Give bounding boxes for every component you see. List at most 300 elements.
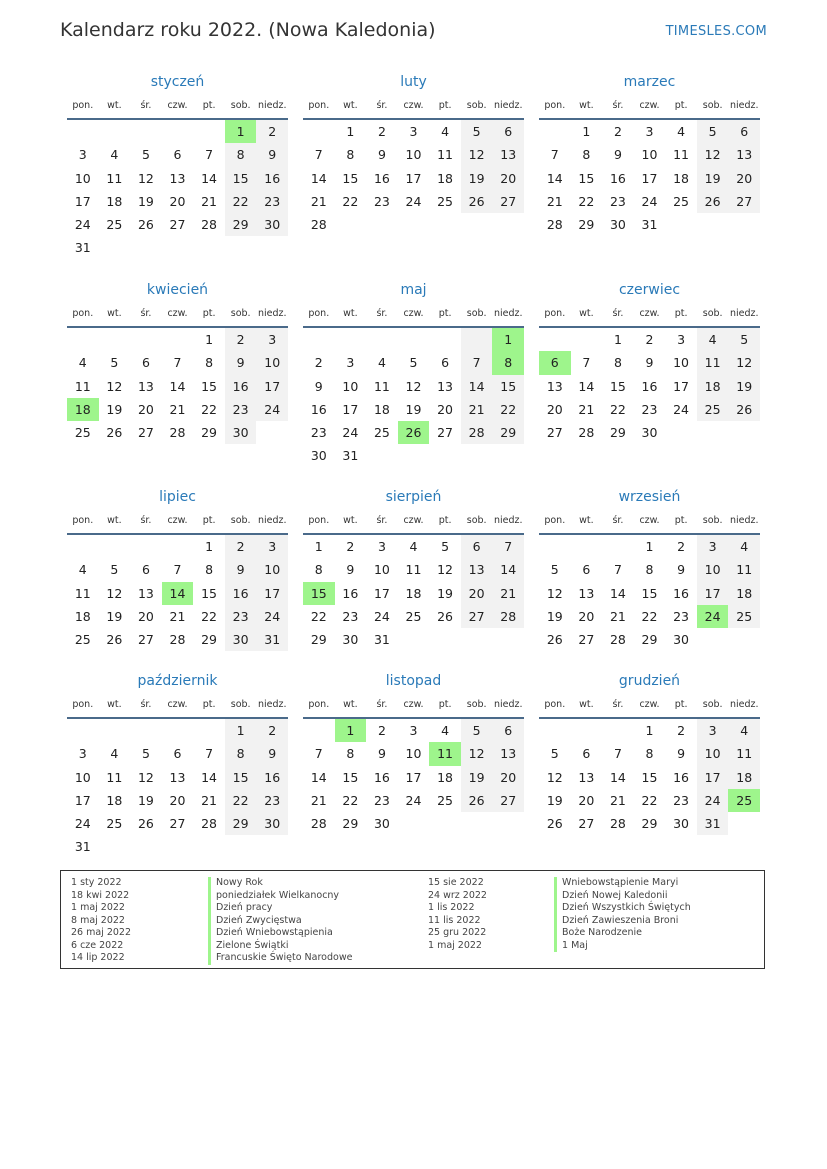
day-cell[interactable]: 27 [461,605,493,628]
day-cell[interactable]: 19 [137,193,154,209]
day-cell[interactable]: 27 [169,816,186,832]
day-cell[interactable]: 14 [201,769,218,785]
day-cell[interactable]: 29 [609,425,626,441]
day-cell[interactable]: 15 [201,378,218,394]
day-cell[interactable]: 12 [546,769,563,785]
day-cell[interactable]: 4 [728,535,760,558]
day-cell[interactable]: 20 [137,401,154,417]
day-cell[interactable]: 12 [697,143,729,166]
day-cell[interactable]: 4 [78,355,87,371]
day-cell[interactable]: 11 [74,585,91,601]
day-cell[interactable]: 31 [74,839,91,855]
day-cell[interactable]: 10 [256,351,288,374]
day-cell[interactable]: 3 [697,719,729,742]
day-cell[interactable]: 7 [613,746,622,762]
day-cell[interactable]: 15 [225,167,257,190]
day-cell[interactable]: 3 [677,332,686,347]
day-cell[interactable]: 9 [256,742,288,765]
day-cell[interactable]: 22 [201,401,218,417]
day-cell[interactable]: 13 [437,378,454,394]
day-cell[interactable]: 7 [173,355,182,371]
day-cell[interactable]: 12 [546,585,563,601]
day-cell[interactable]: 4 [78,562,87,578]
day-cell[interactable]: 3 [409,124,418,139]
day-cell[interactable]: 5 [110,355,119,371]
day-cell[interactable]: 12 [405,378,422,394]
day-cell[interactable]: 11 [429,742,461,765]
day-cell[interactable]: 9 [346,562,355,578]
day-cell[interactable]: 18 [405,585,422,601]
day-cell[interactable]: 23 [342,608,359,624]
day-cell[interactable]: 16 [310,401,327,417]
day-cell[interactable]: 16 [225,582,257,605]
day-cell[interactable]: 11 [728,742,760,765]
day-cell[interactable]: 17 [405,769,422,785]
day-cell[interactable]: 19 [461,766,493,789]
day-cell[interactable]: 13 [578,769,595,785]
day-cell[interactable]: 25 [106,217,123,233]
day-cell[interactable]: 7 [550,147,559,163]
day-cell[interactable]: 23 [310,425,327,441]
day-cell[interactable]: 31 [641,217,658,233]
day-cell[interactable]: 18 [106,792,123,808]
day-cell[interactable]: 15 [342,170,359,186]
day-cell[interactable]: 3 [78,147,87,163]
day-cell[interactable]: 22 [342,792,359,808]
day-cell[interactable]: 30 [225,628,257,651]
day-cell[interactable]: 30 [342,632,359,648]
day-cell[interactable]: 12 [106,585,123,601]
day-cell[interactable]: 9 [256,143,288,166]
day-cell[interactable]: 10 [74,769,91,785]
day-cell[interactable]: 1 [205,332,214,347]
day-cell[interactable]: 22 [225,789,257,812]
day-cell[interactable]: 5 [550,746,559,762]
day-cell[interactable]: 15 [492,375,524,398]
day-cell[interactable]: 24 [673,401,690,417]
day-cell[interactable]: 23 [256,190,288,213]
day-cell[interactable]: 6 [441,355,450,371]
day-cell[interactable]: 28 [169,425,186,441]
day-cell[interactable]: 30 [673,632,690,648]
day-cell[interactable]: 16 [373,769,390,785]
day-cell[interactable]: 21 [461,398,493,421]
day-cell[interactable]: 24 [697,605,729,628]
day-cell[interactable]: 16 [225,375,257,398]
day-cell[interactable]: 28 [310,816,327,832]
day-cell[interactable]: 12 [461,143,493,166]
day-cell[interactable]: 14 [162,582,194,605]
day-cell[interactable]: 21 [310,193,327,209]
day-cell[interactable]: 11 [673,147,690,163]
day-cell[interactable]: 15 [201,585,218,601]
day-cell[interactable]: 17 [697,582,729,605]
day-cell[interactable]: 31 [256,628,288,651]
day-cell[interactable]: 8 [225,143,257,166]
day-cell[interactable]: 27 [137,632,154,648]
day-cell[interactable]: 22 [342,193,359,209]
day-cell[interactable]: 11 [106,170,123,186]
day-cell[interactable]: 14 [169,378,186,394]
day-cell[interactable]: 7 [205,147,214,163]
day-cell[interactable]: 10 [342,378,359,394]
day-cell[interactable]: 1 [645,539,654,554]
day-cell[interactable]: 23 [673,608,690,624]
day-cell[interactable]: 23 [609,193,626,209]
day-cell[interactable]: 17 [373,585,390,601]
day-cell[interactable]: 19 [437,585,454,601]
day-cell[interactable]: 8 [346,147,355,163]
day-cell[interactable]: 2 [377,723,386,738]
day-cell[interactable]: 27 [728,190,760,213]
day-cell[interactable]: 14 [310,769,327,785]
day-cell[interactable]: 8 [314,562,323,578]
day-cell[interactable]: 20 [578,608,595,624]
day-cell[interactable]: 18 [106,193,123,209]
day-cell[interactable]: 22 [609,401,626,417]
day-cell[interactable]: 8 [582,147,591,163]
day-cell[interactable]: 4 [441,723,450,738]
day-cell[interactable]: 5 [141,746,150,762]
day-cell[interactable]: 18 [728,582,760,605]
day-cell[interactable]: 10 [373,562,390,578]
day-cell[interactable]: 7 [205,746,214,762]
day-cell[interactable]: 27 [546,425,563,441]
day-cell[interactable]: 28 [310,217,327,233]
day-cell[interactable]: 4 [697,328,729,351]
day-cell[interactable]: 26 [461,190,493,213]
day-cell[interactable]: 19 [461,167,493,190]
day-cell[interactable]: 13 [492,143,524,166]
day-cell[interactable]: 16 [373,170,390,186]
day-cell[interactable]: 2 [645,332,654,347]
day-cell[interactable]: 5 [461,719,493,742]
day-cell[interactable]: 21 [310,792,327,808]
day-cell[interactable]: 2 [613,124,622,139]
day-cell[interactable]: 5 [110,562,119,578]
day-cell[interactable]: 13 [492,742,524,765]
day-cell[interactable]: 28 [201,217,218,233]
day-cell[interactable]: 17 [405,170,422,186]
day-cell[interactable]: 14 [461,375,493,398]
day-cell[interactable]: 14 [310,170,327,186]
day-cell[interactable]: 5 [728,328,760,351]
day-cell[interactable]: 23 [225,398,257,421]
day-cell[interactable]: 6 [173,147,182,163]
day-cell[interactable]: 5 [550,562,559,578]
day-cell[interactable]: 23 [641,401,658,417]
day-cell[interactable]: 3 [645,124,654,139]
day-cell[interactable]: 6 [492,719,524,742]
day-cell[interactable]: 1 [582,124,591,139]
day-cell[interactable]: 26 [137,816,154,832]
day-cell[interactable]: 4 [377,355,386,371]
day-cell[interactable]: 29 [201,632,218,648]
day-cell[interactable]: 1 [613,332,622,347]
day-cell[interactable]: 4 [728,719,760,742]
day-cell[interactable]: 4 [677,124,686,139]
day-cell[interactable]: 9 [677,562,686,578]
day-cell[interactable]: 4 [110,147,119,163]
day-cell[interactable]: 26 [546,632,563,648]
day-cell[interactable]: 28 [546,217,563,233]
day-cell[interactable]: 29 [578,217,595,233]
day-cell[interactable]: 28 [578,425,595,441]
day-cell[interactable]: 16 [256,766,288,789]
day-cell[interactable]: 3 [377,539,386,554]
day-cell[interactable]: 3 [409,723,418,738]
day-cell[interactable]: 11 [405,562,422,578]
day-cell[interactable]: 27 [437,425,454,441]
day-cell[interactable]: 11 [74,378,91,394]
day-cell[interactable]: 31 [373,632,390,648]
day-cell[interactable]: 19 [137,792,154,808]
day-cell[interactable]: 20 [437,401,454,417]
day-cell[interactable]: 15 [342,769,359,785]
day-cell[interactable]: 13 [728,143,760,166]
day-cell[interactable]: 24 [405,193,422,209]
day-cell[interactable]: 6 [582,746,591,762]
day-cell[interactable]: 6 [141,562,150,578]
day-cell[interactable]: 24 [256,398,288,421]
day-cell[interactable]: 21 [578,401,595,417]
day-cell[interactable]: 1 [205,539,214,554]
day-cell[interactable]: 13 [546,378,563,394]
day-cell[interactable]: 11 [373,378,390,394]
day-cell[interactable]: 25 [437,792,454,808]
day-cell[interactable]: 31 [74,240,91,256]
day-cell[interactable]: 22 [225,190,257,213]
day-cell[interactable]: 19 [728,375,760,398]
day-cell[interactable]: 14 [546,170,563,186]
day-cell[interactable]: 30 [609,217,626,233]
day-cell[interactable]: 2 [677,539,686,554]
day-cell[interactable]: 29 [310,632,327,648]
day-cell[interactable]: 17 [673,378,690,394]
day-cell[interactable]: 24 [405,792,422,808]
day-cell[interactable]: 19 [405,401,422,417]
day-cell[interactable]: 7 [582,355,591,371]
day-cell[interactable]: 28 [201,816,218,832]
day-cell[interactable]: 21 [201,193,218,209]
day-cell[interactable]: 27 [578,632,595,648]
day-cell[interactable]: 20 [169,792,186,808]
day-cell[interactable]: 22 [641,792,658,808]
day-cell[interactable]: 9 [377,746,386,762]
day-cell[interactable]: 21 [546,193,563,209]
day-cell[interactable]: 2 [256,120,288,143]
day-cell[interactable]: 1 [225,719,257,742]
day-cell[interactable]: 4 [441,124,450,139]
day-cell[interactable]: 24 [342,425,359,441]
day-cell[interactable]: 25 [405,608,422,624]
day-cell[interactable]: 6 [173,746,182,762]
day-cell[interactable]: 2 [377,124,386,139]
day-cell[interactable]: 30 [225,421,257,444]
day-cell[interactable]: 26 [398,421,430,444]
day-cell[interactable]: 29 [342,816,359,832]
day-cell[interactable]: 8 [225,742,257,765]
day-cell[interactable]: 15 [641,585,658,601]
day-cell[interactable]: 5 [697,120,729,143]
day-cell[interactable]: 9 [645,355,654,371]
day-cell[interactable]: 9 [225,351,257,374]
day-cell[interactable]: 1 [492,328,524,351]
day-cell[interactable]: 30 [256,812,288,835]
day-cell[interactable]: 11 [437,147,454,163]
day-cell[interactable]: 7 [613,562,622,578]
day-cell[interactable]: 11 [728,558,760,581]
day-cell[interactable]: 17 [256,375,288,398]
day-cell[interactable]: 30 [310,448,327,464]
day-cell[interactable]: 25 [106,816,123,832]
day-cell[interactable]: 19 [106,608,123,624]
day-cell[interactable]: 28 [609,816,626,832]
day-cell[interactable]: 29 [641,816,658,832]
day-cell[interactable]: 6 [461,535,493,558]
day-cell[interactable]: 22 [641,608,658,624]
brand-logo-text[interactable]: TIMESLES.COM [665,24,767,39]
day-cell[interactable]: 30 [641,425,658,441]
day-cell[interactable]: 18 [437,769,454,785]
day-cell[interactable]: 19 [697,167,729,190]
day-cell[interactable]: 28 [609,632,626,648]
day-cell[interactable]: 8 [205,355,214,371]
day-cell[interactable]: 29 [201,425,218,441]
day-cell[interactable]: 27 [578,816,595,832]
day-cell[interactable]: 16 [609,170,626,186]
day-cell[interactable]: 24 [256,605,288,628]
day-cell[interactable]: 17 [342,401,359,417]
day-cell[interactable]: 17 [641,170,658,186]
day-cell[interactable]: 20 [169,193,186,209]
day-cell[interactable]: 22 [578,193,595,209]
day-cell[interactable]: 16 [673,769,690,785]
day-cell[interactable]: 22 [310,608,327,624]
day-cell[interactable]: 25 [673,193,690,209]
day-cell[interactable]: 1 [314,539,323,554]
day-cell[interactable]: 14 [201,170,218,186]
day-cell[interactable]: 7 [314,147,323,163]
day-cell[interactable]: 9 [613,147,622,163]
day-cell[interactable]: 6 [582,562,591,578]
day-cell[interactable]: 8 [645,562,654,578]
day-cell[interactable]: 13 [578,585,595,601]
day-cell[interactable]: 25 [437,193,454,209]
day-cell[interactable]: 29 [641,632,658,648]
day-cell[interactable]: 18 [697,375,729,398]
day-cell[interactable]: 7 [492,535,524,558]
day-cell[interactable]: 25 [728,605,760,628]
day-cell[interactable]: 21 [201,792,218,808]
day-cell[interactable]: 15 [225,766,257,789]
day-cell[interactable]: 10 [74,170,91,186]
day-cell[interactable]: 3 [78,746,87,762]
day-cell[interactable]: 6 [539,351,571,374]
day-cell[interactable]: 18 [373,401,390,417]
day-cell[interactable]: 21 [169,608,186,624]
day-cell[interactable]: 21 [492,582,524,605]
day-cell[interactable]: 25 [728,789,760,812]
day-cell[interactable]: 20 [578,792,595,808]
day-cell[interactable]: 16 [256,167,288,190]
day-cell[interactable]: 1 [346,124,355,139]
day-cell[interactable]: 10 [641,147,658,163]
day-cell[interactable]: 3 [346,355,355,371]
day-cell[interactable]: 19 [106,401,123,417]
day-cell[interactable]: 10 [697,742,729,765]
day-cell[interactable]: 14 [578,378,595,394]
day-cell[interactable]: 16 [673,585,690,601]
day-cell[interactable]: 6 [492,120,524,143]
day-cell[interactable]: 24 [74,816,91,832]
day-cell[interactable]: 29 [225,812,257,835]
day-cell[interactable]: 11 [697,351,729,374]
day-cell[interactable]: 10 [697,558,729,581]
day-cell[interactable]: 20 [137,608,154,624]
day-cell[interactable]: 18 [67,398,99,421]
day-cell[interactable]: 14 [609,585,626,601]
day-cell[interactable]: 16 [641,378,658,394]
day-cell[interactable]: 3 [256,328,288,351]
day-cell[interactable]: 26 [461,789,493,812]
day-cell[interactable]: 28 [461,421,493,444]
day-cell[interactable]: 9 [677,746,686,762]
day-cell[interactable]: 17 [256,582,288,605]
day-cell[interactable]: 23 [225,605,257,628]
day-cell[interactable]: 9 [314,378,323,394]
day-cell[interactable]: 5 [409,355,418,371]
day-cell[interactable]: 2 [225,328,257,351]
day-cell[interactable]: 24 [697,789,729,812]
day-cell[interactable]: 15 [303,582,335,605]
day-cell[interactable]: 22 [201,608,218,624]
day-cell[interactable]: 3 [697,535,729,558]
day-cell[interactable]: 5 [461,120,493,143]
day-cell[interactable]: 17 [74,193,91,209]
day-cell[interactable]: 27 [169,217,186,233]
day-cell[interactable]: 5 [141,147,150,163]
day-cell[interactable]: 21 [169,401,186,417]
day-cell[interactable]: 20 [461,582,493,605]
day-cell[interactable]: 9 [225,558,257,581]
day-cell[interactable]: 19 [546,608,563,624]
day-cell[interactable]: 27 [137,425,154,441]
day-cell[interactable]: 18 [728,766,760,789]
day-cell[interactable]: 4 [110,746,119,762]
day-cell[interactable]: 27 [492,190,524,213]
day-cell[interactable]: 14 [609,769,626,785]
day-cell[interactable]: 15 [609,378,626,394]
day-cell[interactable]: 10 [405,147,422,163]
day-cell[interactable]: 1 [225,120,257,143]
day-cell[interactable]: 14 [492,558,524,581]
day-cell[interactable]: 10 [673,355,690,371]
day-cell[interactable]: 28 [492,605,524,628]
day-cell[interactable]: 2 [677,723,686,738]
day-cell[interactable]: 23 [673,792,690,808]
day-cell[interactable]: 25 [373,425,390,441]
day-cell[interactable]: 11 [106,769,123,785]
day-cell[interactable]: 13 [461,558,493,581]
day-cell[interactable]: 17 [74,792,91,808]
day-cell[interactable]: 12 [106,378,123,394]
day-cell[interactable]: 23 [373,792,390,808]
day-cell[interactable]: 25 [697,398,729,421]
day-cell[interactable]: 3 [256,535,288,558]
day-cell[interactable]: 8 [205,562,214,578]
day-cell[interactable]: 12 [728,351,760,374]
